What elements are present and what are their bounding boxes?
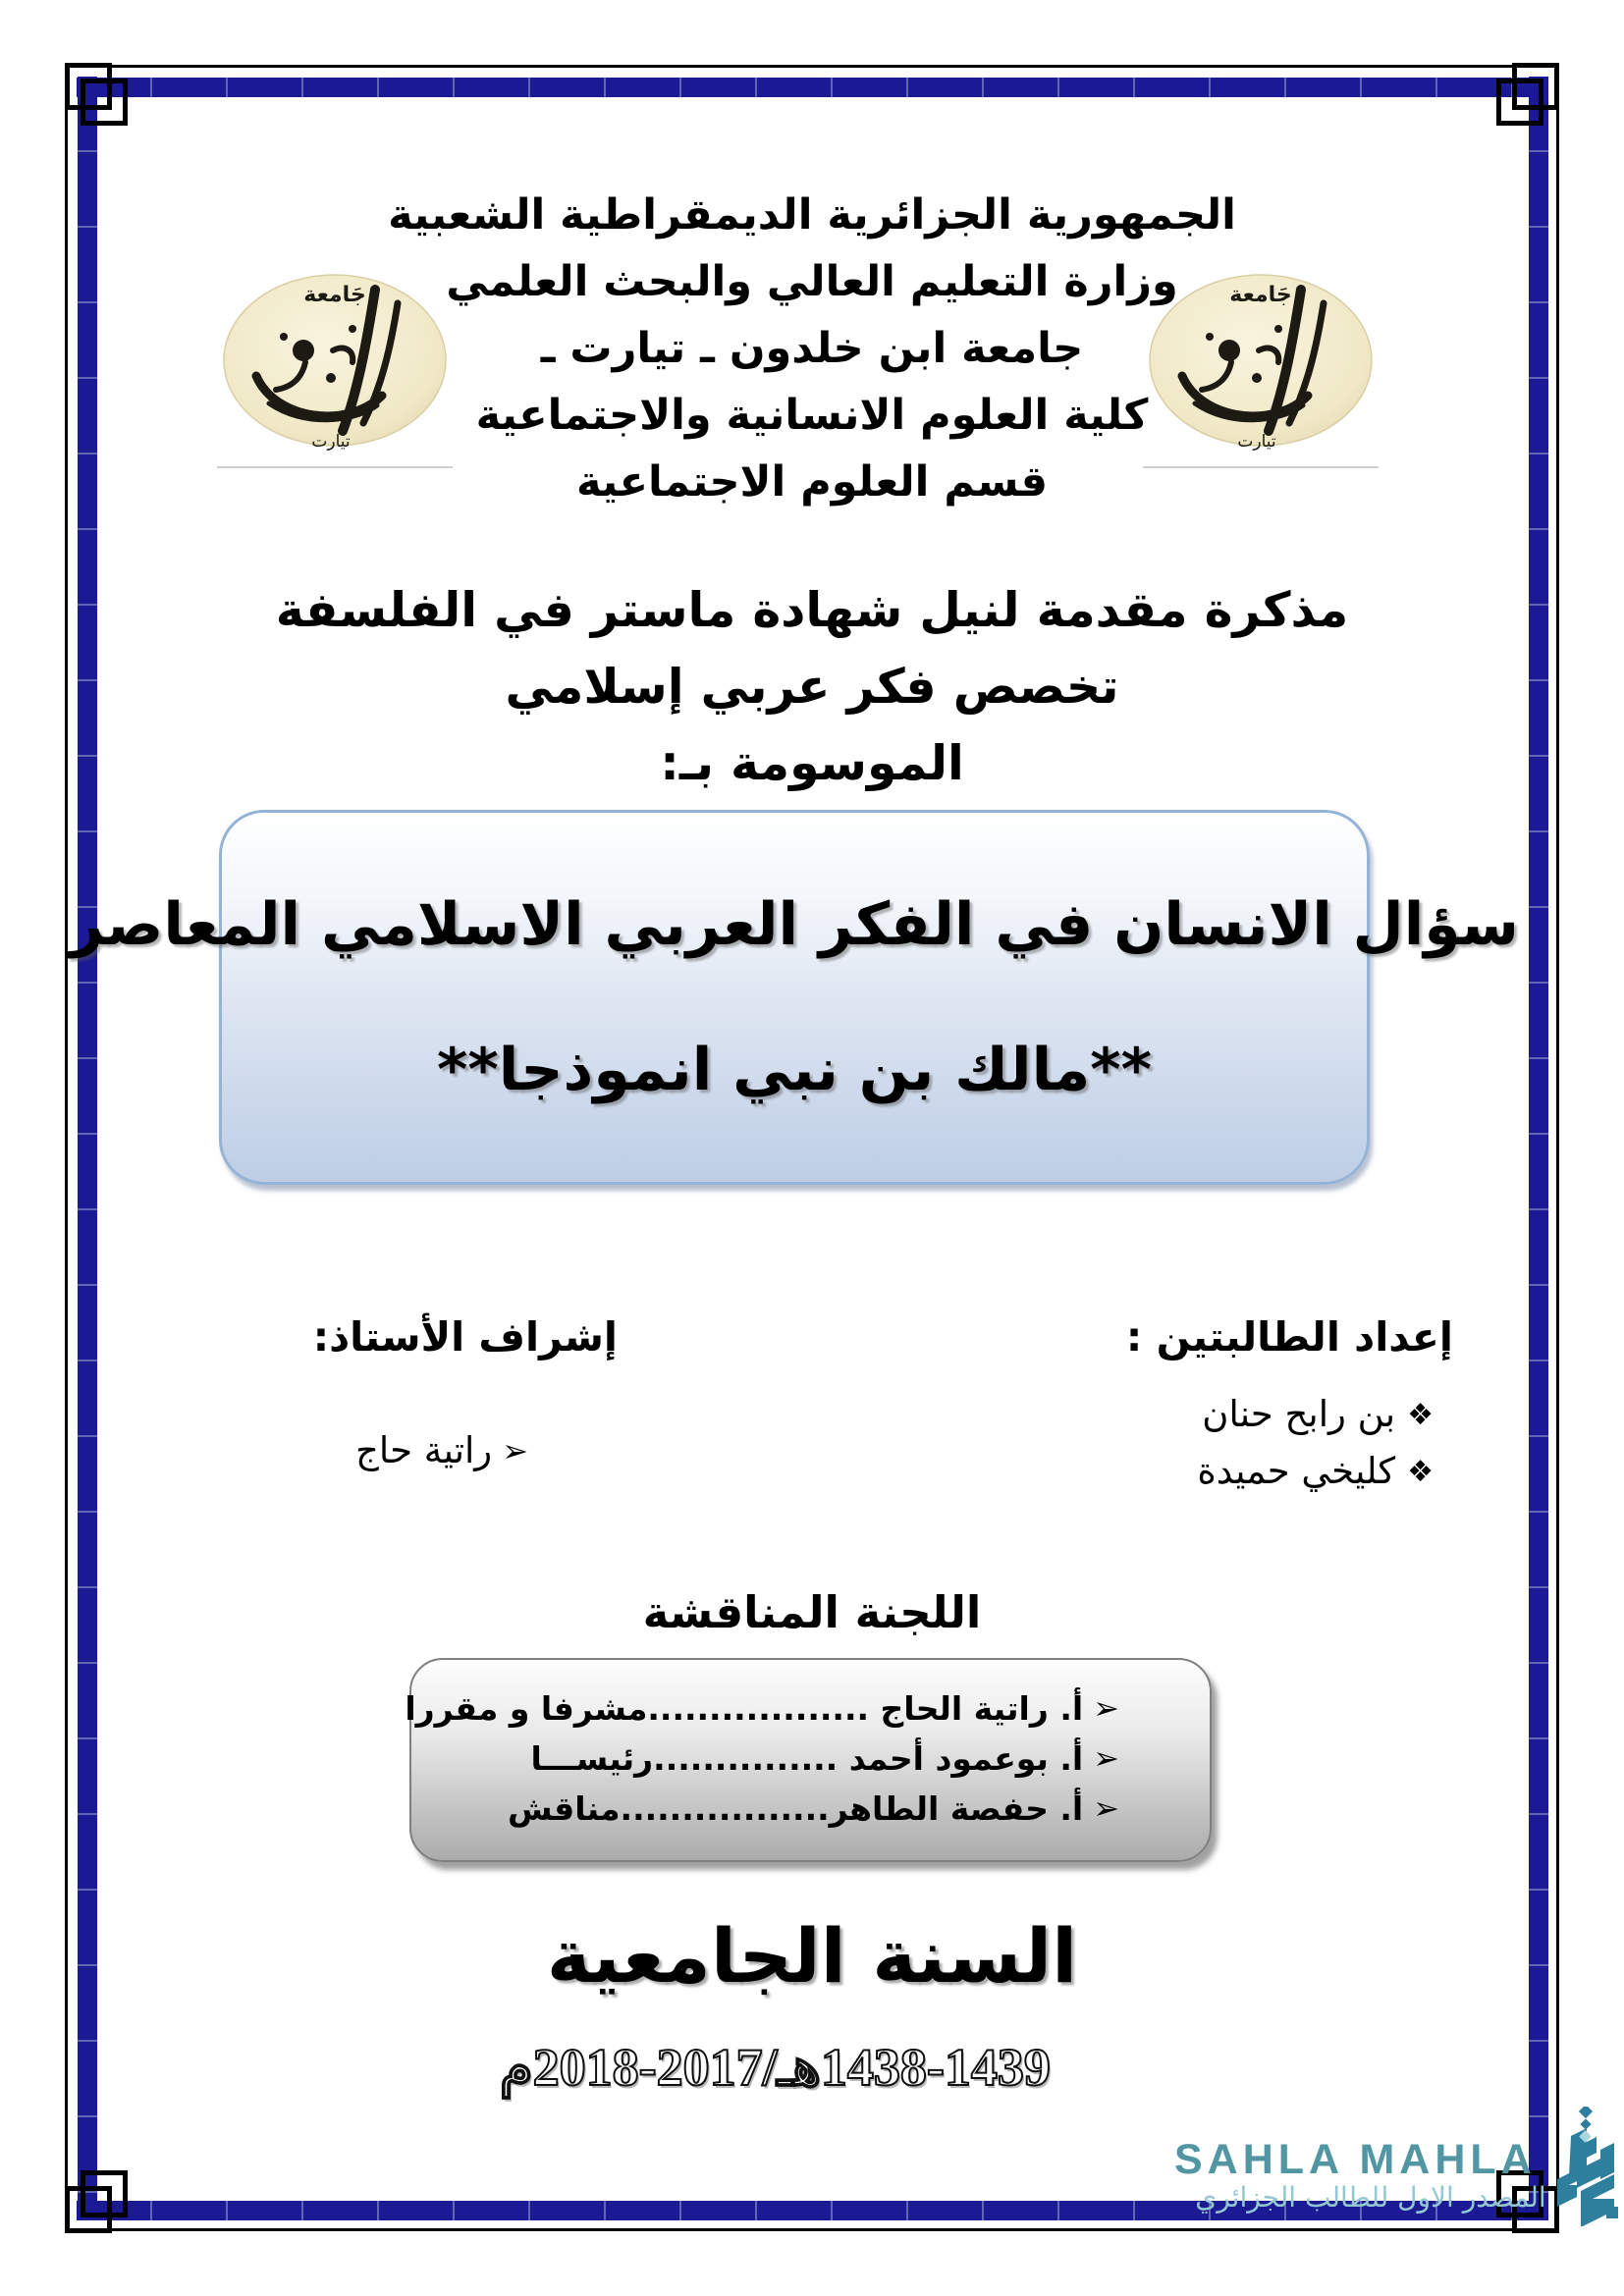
watermark-logo-icon [1551, 2107, 1624, 2226]
student-item [1126, 1386, 1434, 1443]
header-line: الجمهورية الجزائرية الديمقراطية الشعبية [388, 190, 1236, 240]
students-list [1126, 1386, 1434, 1500]
thesis-line: الموسومة بـ: [660, 735, 964, 791]
committee-member: أ. راتية الحاج ..................مشرفا و مقررا [405, 1689, 1084, 1728]
arrow-bullet-icon: ➢ [1093, 1689, 1119, 1727]
border-band-left [78, 77, 97, 2220]
seal-top-word: جَامعة [303, 283, 366, 307]
academic-year-value: 1438-1439هـ/2017-2018م [500, 2038, 1051, 2097]
border-band-right [1529, 77, 1548, 2220]
supervision-heading: إشراف الأستاذ: [312, 1313, 618, 1361]
seal-top-word: جَامعة [1229, 283, 1292, 307]
supervisor-name: راتية حاج [354, 1429, 493, 1471]
student-name: كليخي حميدة [1197, 1450, 1396, 1492]
academic-year-heading: السنة الجامعية [546, 1912, 1078, 2000]
thesis-title-box [70, 810, 1519, 1185]
preparers-heading: إعداد الطالبتين : [1125, 1313, 1453, 1361]
watermark-brand: SAHLA MAHLA [1174, 2136, 1537, 2183]
header-line: وزارة التعليم العالي والبحث العلمي [446, 257, 1178, 306]
thesis-title-line1: سؤال الانسان في الفكر العربي الاسلامي المعاصر [70, 889, 1519, 959]
thesis-line: تخصص فكر عربي إسلامي [505, 659, 1119, 715]
committee-member-row [427, 1734, 1119, 1784]
student-name: بن رابح حنان [1202, 1393, 1396, 1435]
central-column [98, 0, 1526, 802]
supervision-block [313, 1313, 618, 1471]
student-item [1126, 1443, 1434, 1500]
diamond-bullet-icon: ❖ [1407, 1398, 1434, 1432]
official-header [98, 182, 1526, 515]
preparers-block [1126, 1313, 1453, 1500]
supervisor-item [313, 1429, 528, 1471]
header-line: قسم العلوم الاجتماعية [575, 457, 1049, 507]
arrow-bullet-icon: ➢ [1093, 1739, 1119, 1777]
diamond-bullet-icon: ❖ [1407, 1455, 1434, 1489]
committee-member: أ. بوعمود أحمد ...............رئيســـا [530, 1739, 1084, 1778]
watermark-tagline: المصدر الاول للطالب الجزائري [1195, 2181, 1546, 2214]
seal-bottom-word: تيارت [1237, 432, 1276, 452]
thesis-line: مذكرة مقدمة لنيل شهادة ماستر في الفلسفة [275, 582, 1349, 638]
header-line: كلية العلوم الانسانية والاجتماعية [475, 391, 1149, 440]
thesis-info [98, 572, 1526, 802]
committee-member-row [427, 1784, 1119, 1834]
committee-heading: اللجنة المناقشة [642, 1586, 982, 1638]
arrow-bullet-icon: ➢ [502, 1432, 528, 1469]
committee-member-row [405, 1683, 1119, 1734]
arrow-bullet-icon: ➢ [1093, 1789, 1119, 1827]
header-line: جامعة ابن خلدون ـ تيارت ـ [540, 324, 1084, 373]
watermark [1174, 2138, 1567, 2214]
committee-box [405, 1658, 1212, 1862]
committee-member: أ. حفصة الطاهر.................مناقش [507, 1789, 1084, 1828]
seal-bottom-word: تيارت [311, 432, 351, 452]
corner-square-icon [81, 2170, 128, 2217]
thesis-title-line2: **مالك بن نبي انموذجا** [437, 1036, 1152, 1105]
